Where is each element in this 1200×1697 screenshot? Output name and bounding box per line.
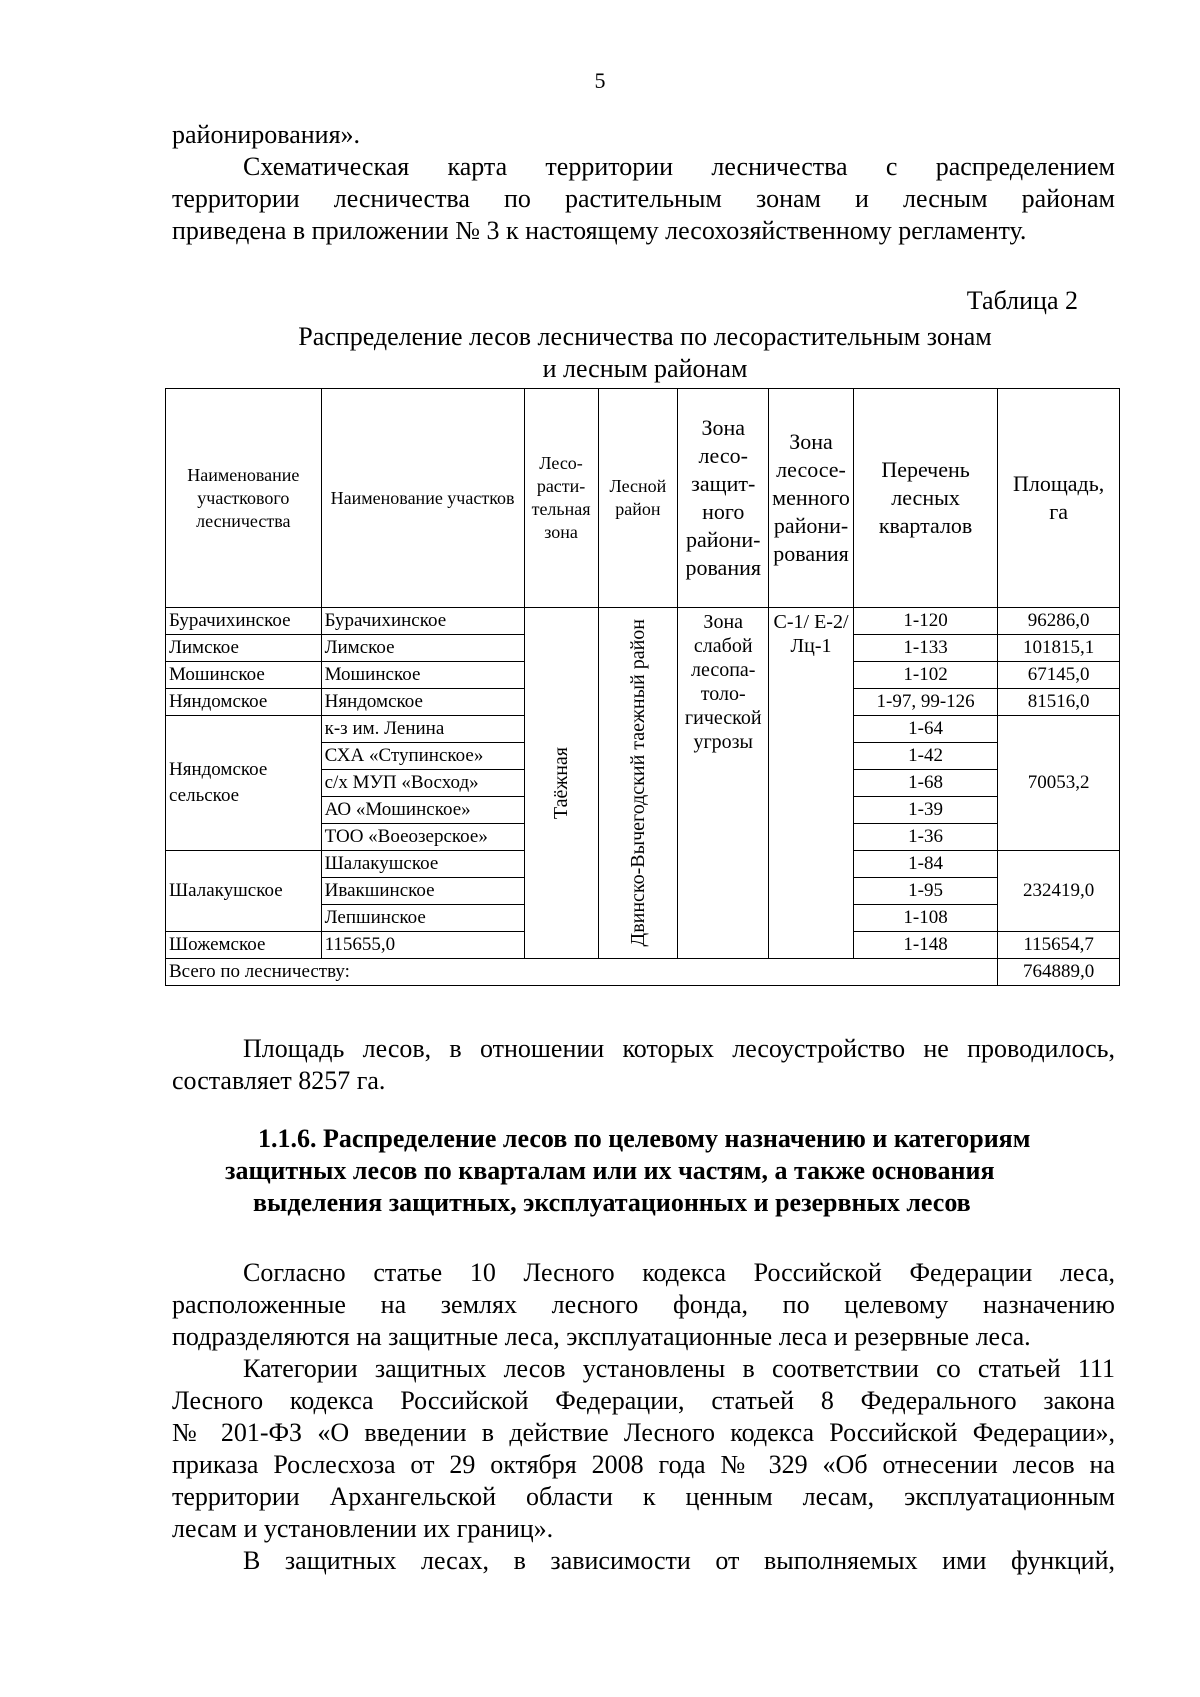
cell-area: 101815,1	[998, 635, 1120, 662]
cell-seed-zone: С-1/ Е-2/ Лц-1	[769, 608, 854, 959]
cell-site: 115655,0	[321, 932, 524, 959]
cell-site: Мошинское	[321, 662, 524, 689]
cell-protect-zone: Зона слабой лесопа-толо-гической угрозы	[678, 608, 769, 959]
cell-forest-region	[598, 608, 678, 959]
body-p1-line-2: расположенные на землях лесного фонда, по целевому назначению	[172, 1290, 1115, 1319]
body-p2-line-1: Категории защитных лесов установлены в соответствии со статьей 111	[243, 1354, 1115, 1383]
cell-area: 96286,0	[998, 608, 1120, 635]
table-caption-line-2: и лесным районам	[542, 354, 748, 383]
cell-quarters: 1-95	[853, 878, 997, 905]
intro-line-4: приведена в приложении № 3 к настоящему лесохозяйственному регламенту.	[172, 216, 1027, 245]
cell-area: 67145,0	[998, 662, 1120, 689]
forest-region-text: Двинско-Вычегодский таежный район	[626, 619, 649, 947]
cell-forestry-group: Шалакушское	[166, 851, 322, 932]
cell-site: Лимское	[321, 635, 524, 662]
body-p2-line-5: территории Архангельской области к ценным лесам, эксплуатационным	[172, 1482, 1115, 1511]
after-table-line-1: Площадь лесов, в отношении которых лесоустройство не проводилось,	[243, 1034, 1115, 1063]
header-area: Площадь, га	[998, 389, 1120, 608]
table-label: Таблица 2	[966, 286, 1078, 315]
cell-quarters: 1-64	[853, 716, 997, 743]
page-number: 5	[594, 68, 606, 93]
header-veg-zone: Лесо-расти-тельная зона	[524, 389, 598, 608]
cell-site: Няндомское	[321, 689, 524, 716]
after-table-line-2: составляет 8257 га.	[172, 1066, 386, 1095]
body-p2-line-2: Лесного кодекса Российской Федерации, статьей 8 Федерального закона	[172, 1386, 1115, 1415]
cell-area-group: 70053,2	[998, 716, 1120, 851]
cell-quarters: 1-39	[853, 797, 997, 824]
cell-quarters: 1-42	[853, 743, 997, 770]
total-value: 764889,0	[998, 959, 1120, 986]
cell-area: 81516,0	[998, 689, 1120, 716]
total-label: Всего по лесничеству:	[166, 959, 998, 986]
header-forestry: Наименование участкового лесничества	[166, 389, 322, 608]
cell-site: ТОО «Воеозерское»	[321, 824, 524, 851]
section-heading-line-3: выделения защитных, эксплуатационных и резервных лесов	[253, 1188, 971, 1217]
cell-site: Лепшинское	[321, 905, 524, 932]
cell-forestry: Бурачихинское	[166, 608, 322, 635]
cell-area-group: 232419,0	[998, 851, 1120, 932]
section-heading-line-2: защитных лесов по кварталам или их частям, а также основания	[225, 1156, 995, 1185]
table-caption-line-1: Распределение лесов лесничества по лесорастительным зонам	[298, 322, 992, 351]
table-header-row	[166, 389, 1120, 608]
header-forest-region: Лесной район	[598, 389, 678, 608]
cell-site: Шалакушское	[321, 851, 524, 878]
cell-quarters: 1-102	[853, 662, 997, 689]
body-p2-line-4: приказа Рослесхоза от 29 октября 2008 года № 329 «Об отнесении лесов на	[172, 1450, 1115, 1479]
cell-quarters: 1-133	[853, 635, 997, 662]
cell-forestry: Няндомское	[166, 689, 322, 716]
intro-line-3: территории лесничества по растительным зонам и лесным районам	[172, 184, 1115, 213]
cell-quarters: 1-97, 99-126	[853, 689, 997, 716]
body-p2-line-3: № 201-ФЗ «О введении в действие Лесного кодекса Российской Федерации»,	[172, 1418, 1115, 1447]
cell-quarters: 1-108	[853, 905, 997, 932]
section-heading-line-1: 1.1.6. Распределение лесов по целевому назначению и категориям	[258, 1124, 1031, 1153]
forest-distribution-table	[165, 388, 1120, 986]
body-p2-line-6: лесам и установлении их границ».	[172, 1514, 554, 1543]
cell-site: СХА «Ступинское»	[321, 743, 524, 770]
intro-line-1: районирования».	[172, 120, 361, 149]
cell-quarters: 1-148	[853, 932, 997, 959]
intro-line-2: Схематическая карта территории лесничества с распределением	[243, 152, 1115, 181]
cell-site: АО «Мошинское»	[321, 797, 524, 824]
body-p1-line-3: подразделяются на защитные леса, эксплуатационные леса и резервные леса.	[172, 1322, 1031, 1351]
cell-quarters: 1-36	[853, 824, 997, 851]
header-quarters: Перечень лесных кварталов	[853, 389, 997, 608]
cell-area: 115654,7	[998, 932, 1120, 959]
veg-zone-text: Таёжная	[550, 746, 573, 820]
cell-site: с/х МУП «Восход»	[321, 770, 524, 797]
cell-site: к-з им. Ленина	[321, 716, 524, 743]
cell-forestry: Мошинское	[166, 662, 322, 689]
cell-forestry-group: Няндомское сельское	[166, 716, 322, 851]
cell-forestry: Лимское	[166, 635, 322, 662]
cell-quarters: 1-84	[853, 851, 997, 878]
header-sites: Наименование участков	[321, 389, 524, 608]
table-total-row	[166, 959, 1120, 986]
cell-quarters: 1-120	[853, 608, 997, 635]
header-protect-zone: Зона лесо-защит-ного райони-рования	[678, 389, 769, 608]
cell-forestry: Шожемское	[166, 932, 322, 959]
cell-veg-zone	[524, 608, 598, 959]
header-seed-zone: Зона лесосе-менного райони-рования	[769, 389, 854, 608]
cell-site: Бурачихинское	[321, 608, 524, 635]
cell-quarters: 1-68	[853, 770, 997, 797]
body-p3-line-1: В защитных лесах, в зависимости от выполняемых ими функций,	[243, 1546, 1115, 1575]
cell-site: Ивакшинское	[321, 878, 524, 905]
table-row	[166, 608, 1120, 635]
body-p1-line-1: Согласно статье 10 Лесного кодекса Российской Федерации леса,	[243, 1258, 1115, 1287]
